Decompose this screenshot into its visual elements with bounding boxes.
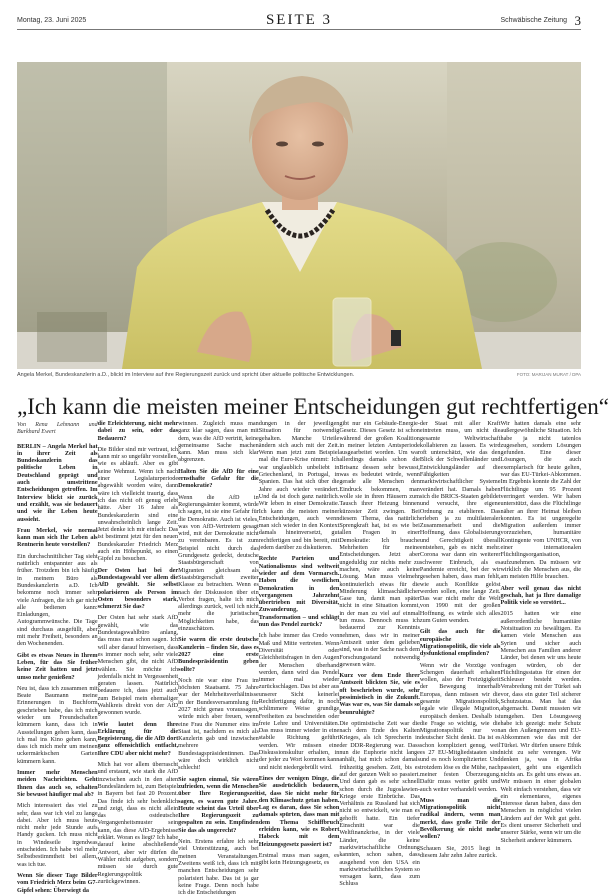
interview-answer: Wenn wir die Vorzüge von Schengen dauerhaft erhalten wollen, also der Freizügigkeit der Bewegung innerhalb Europas, dann müssen wir die gesamte Migrationspolitik, legale wie illegale Migration, europäisch denken. Deshalb ist die Frage so wichtig, wie die Migrationspolitik nur von deutscher Sicht denkt. Da ist es schon kompliziert genug, weil es 27 EU-Mitgliedstaaten sind und es noch komplizierter. Und trotzdem löse es die Mühe, nach meiner festen Überzeugung. Dafür muss weiter geübt und auch weiter verhandelt werden. (419, 661, 501, 793)
interview-answer: Nein. Erstens erfahre ich sehr viel Unterstützung, auch bei meinen Veranstaltungen. Zweitens weiß ich, dass ich mit manchen Entscheidungen sehr polarisiert habe. Das ist ja gar keine Frage. Denn noch habe ich die Entscheidungen (178, 838, 259, 896)
interview-answer: Ein durchschnittlicher Tag sieht natürlich entspannter aus als früher. Trotzdem bin ich häufig in meinem Büro als Bundeskanzlerin a.D. Ich bekomme noch immer sehr viele Anfragen, die ich gar nicht alle bedienen kann: Einladungen, Autogrammwünsche. Die Tage sind durchaus ausgefüllt, aber mit mehr Freiheit, besonders an den Wochenenden. (17, 552, 98, 648)
interview-question: Kurz vor dem Ende Ihrer Amtszeit blickten Sie, wie es oft beschrieben wurde, sehr pessimistisch in die Zukunft. Was war es, was Sie damals so beunruhigte? (339, 672, 420, 716)
article-column-3 (178, 420, 259, 896)
interview-answer: Die optimistische Zeit war die nach dem Ende des Kalten Krieges, als ich Sprecherin in der DDR-Regierung war. Dass nun die Euphorie nicht lange anhält, hat mich schon damals frühzeitig gesehen. Zeit, bis es auf der ganzen Welt so passiert. Und dann gab es sehr schnell schon durch die Jugoslawien-Kriege erste Einbrüche. Das Verhältnis zu Russland hat sich nicht so entwickelt, wie man es gehofft hatte. Ein tiefer Einschnitt war die Weltfinanzkrise, in der viele Länder, die keine marktwirtschaftliche Ordnung kannten, schon sahen, dass ausgehend von den USA ein marktwirtschaftliches System so versagen kann, dass zum Schluss (339, 719, 420, 888)
interview-question: Gibt es etwas Neues in Ihrem Leben, für das Sie früher keine Zeit hatten und jetzt umso mehr genießen? (17, 651, 98, 681)
interview-answer: Neu ist, dass ich zusammen mit Beate Baumann meine Erinnerungen in Buchform geschrieben habe, das ich mich wieder um Freundschaften kümmern kann, dass ich in Ausstellungen gehen kann, dass ich mal ins Kino gehen kann, dass ich mich mehr um meinen uckermärkischen Garten kümmern kann. (17, 684, 98, 765)
article-headline: „Ich kann die meisten meiner Entscheidungen gut rechtfertigen“ (17, 394, 609, 419)
portrait-photo (17, 62, 581, 369)
interview-question: Wie lautet denn Ihre Erklärung für die Begeisterung, die die AfD dort ganz offensichtlich entfacht, Ihre CDU aber nicht mehr? (97, 720, 179, 757)
interview-question: Halten Sie die AfD für eine ernsthafte Gefahr für die Demokratie? (178, 467, 259, 490)
interview-question: Eines der wenigen Dinge, die Sie ausdrücklich bedauern, ist, dass Sie nicht mehr für den Klimaschutz getan haben. Lag es daran, dass Sie schon damals spürten, dass man mit dem Thema Schiffbruch erleiden kann, wie es Robert Habeck mit dem Heizungsgesetz passiert ist? (258, 774, 340, 848)
interview-question: Sie sagten einmal, Sie wären zufrieden, wenn die Menschen über Ihre Regierungszeit sagen, es waren gute Jahre. Heute scheint das Urteil über Ihre Regierungszeit zu gespalten zu sein. Empfinden Sie das als ungerecht? (178, 775, 259, 834)
masthead (17, 12, 581, 30)
interview-answer: winnen. Zugleich muss man ganz klar sagen, dass man mit dem, was die AfD vertritt, keine gemeinsame Sache machen kann. Man muss sich klar abgrenzen. (178, 420, 259, 464)
photo-caption: Angela Merkel, Bundeskanzlerin a.D., blickt im Interview auf ihre Regierungszeit zurück und spricht über aktuelle politische Entwicklungen. (17, 372, 355, 378)
interview-question: Rechte Parteien und Nationalismus sind weltweit wieder auf dem Vormarsch. Haben die westlichen Demokratien in den vergangenen Jahrzehnt übertrieben mit Diversität, Zuwanderung, Transformation – und schlägt nun das Pendel zurück? (258, 555, 340, 629)
article-column-1 (17, 420, 98, 894)
page-number: 3 (574, 13, 581, 28)
interview-question: Gilt das auch für die europäische Migrationspolitik, die viele als dysfunktional empfinden? (419, 628, 501, 658)
interview-answer: der Staat mit aller Kraft eintreten muss, um nicht die gesamte Weltwirtschaft kollabieren zu lassen. Es wird oft unterschätzt, wie das den Blick der Schwellenländer und Entwicklungsländer auf die Fähigkeiten marktwirtschaftlicher Systeme verändert hat. Damals haben sich die BRICS-Staaten gebildet und versucht, ihre eigene Ordnung zu etablieren. Das erleben ja zu multilateraler Zusammenarbeit und die Hoffnung, dass Globalisierung und Gerechtigkeit überall entstehen, gab es nicht mehr. Corona war dann ein weiterer schwerer Einbruch, als es Pandemie erreicht, bei der wir gesehen haben, dass man fehlt, wie auch Konflikte gelöst werden sollen, eine lange Zeit. Das war nicht mehr die Welt von 1990 mit der großen Hoffnung, es würde sich alles zum Guten wenden. (419, 420, 501, 625)
newspaper-name: Schwäbische Zeitung (500, 17, 567, 24)
article-column-5 (339, 420, 420, 888)
interview-answer: Erstmal muss man sagen, es gibt kein Heizungsgesetz, es (258, 851, 340, 867)
interview-question: die Erleichterung, nicht mehr dabei zu sein, oder das Bedauern? (97, 420, 179, 442)
interview-answer: 2015 hatten wir eine außerordentliche humanitäre Notsituation zu bewältigen. Es kamen viele Menschen aus Syrien und sicher auch Menschen aus Familien anderer Länder, bei denen wir uns heute fragen würden, ob der Flüchtlingsstatus für einen der Schleuser besteht werden. Verabredung mit der Türkei sah vor, dass ein guter Teil sicherer Schutzstatus. Man hat das abgemacht. Damit mussten wir umgehen. Den Lösungsweg habe ich gezeigt: mehr Schutz an den Außengrenzen und EU-Abkommen wie das mit der Türkei. Wir dürfen unsere Ethik nicht zu sehr verengen. Wir denken ja, was in Afrika passiert, geht uns eigentlich nichts an. Es geht uns etwas an. Wir müssen in einer globalen Welt einfach verstehen, dass wir ein elementares, eigenes Interesse daran haben, dass den Menschen in möglichst vielen Ländern auf der Welt gut geht. Es dient unserer Sicherheit und unserer Stärke, wenn wir um die Sicherheit anderer kümmern. (500, 610, 582, 844)
interview-question: Der Osten hat bei der Bundestagswahl vor allem die AfD gewählt. Sie selbst polarisieren als Person im Osten besonders stark, schmerzt Sie das? (97, 566, 179, 611)
interview-answer: Ich habe immer das Credo von Maß und Mitte vertreten. Wenn Diversität oder Gleichheitsfragen in den Augen der Menschen überhand werden, dann wird das Pendel immer mal wieder zurückschlagen. Das ist aber aus unserer Sicht keinerlei Rechtfertigung dafür, in noch schlimmere Weise grundige Freiheiten zu beschneiden oder freie Lehre und Universitäten. Das muss immer wieder in eine stabile Richtung geführt werden. Wir müssen eine Diskussionskultur erhalten, in der jeder zu Wort kommen kann und nicht niedergebrüllt wird. (258, 632, 340, 771)
interview-answer: Wenn die AfD in Regierungsämter kommt, würde ich sagen, ist sie eine Gefahr für die Demokratie. Auch ist vieles, was von AfD-Vertretern gesagt wird, mit der Demokratie nicht zu vereinbaren. Es ist zum Beispiel nicht durch das Grundgesetz gedeckt, deutsche Staatsbürgerschaft von Migranten gleichsam als Staatsbürgerschaft zweiter Klasse zu betrachten. Wenn es nach der Diskussion über ein Verbot fragen, halte ich mich allerdings zurück, weil ich nicht mehr die juristischen Möglichkeiten habe, das einzuschätzen. (178, 493, 259, 633)
article-column-7 (500, 420, 581, 865)
article-lead: BERLIN – Angela Merkel hat in ihrer Zeit als Bundeskanzlerin das politische Leben in Deutschland geprägt und auch umstrittene Entscheidungen getroffen. Im Interview blickt sie zurück und erzählt, was sie bedauert und wie ihr Leben heute aussieht. (17, 442, 98, 523)
issue-date: Montag, 23. Juni 2025 (17, 17, 87, 24)
interview-question: Wenn Sie dieser Tage Bilder vom Friedrich Merz beim G7-Gipfel sehen: Überwiegt da (17, 871, 98, 894)
interview-answer: gibt nur ein Gebäude-Energie-Gesetz. Dieses Gesetz ist schon während der großen Koalition in meiner letzten Amtsperiode ausgearbeitet worden. Um war allerdings damals schon die Brisanz dessen sehr bewusst, was es bedeutet würde, wenn gerade alle Menschen den Eindruck bekommen, man wolle sie in ihren Häusern zum Tausch ihrer Heizung binnen kürzester Zeit zwingen. Bei diesem Thema, das natürlich Sprengkraft hat, ist es wie bei allen Fragen in einer Demokratie: Ich brauche Mehrheiten für meine Entscheidungen. Jetzt aber ungeduldig zur nichts mehr zu machen, wäre auch keine Lösung. Man muss vielmehr kontinuierlich etwas für die Minderung klimaschädlicher Gase tun, damit man später nicht in eine Situation kommt, in der man zu viel auf einmal tun muss. Dennoch muss ich bedauernd zur Kenntnis nehmen, dass wir in meiner Amtszeit unter dem gelieben sind, was in der Sache nach dem Forschungsstand notwendig gewesen wäre. (339, 420, 420, 668)
interview-answer: Der Osten hat sehr stark AfD gewählt, wie das Bundestagswahlbüro anlang, das muss man schon sagen. Ich will aber darauf hinweisen, dass es immer noch sehr, sehr viele Menschen gibt, die nicht AfD wählen. Sie möchte ich jedenfalls nicht in Vergessenheit geraten lassen. Natürlich bedauere ich, dass jetzt auch zum Beispiel mein ehemaliger Wahlkreis direkt von der AfD gewonnen wurde. (97, 614, 179, 717)
interview-answer: Schauen Sie, 2015 liegt in diesem Jahr zehn Jahre zurück. (419, 844, 501, 859)
interview-question: Frau Merkel, wie normal kann man sich Ihr Leben als Rentnerin heute vorstellen? (17, 526, 98, 549)
interview-question: Muss man die Migrationspolitik nicht radikal ändern, wenn man merkt, dass große Teile der Bevölkerung sie nicht mehr wollen? (419, 796, 501, 841)
interview-answer: Die Bilder sind mir vertraut, ich kann mir so ungefähr vorstellen, wie es abläuft. Aber es gibt keine Wehmut. Wenn ich nach einer Legislaturperiode abgewählt worden wäre, dann wäre ich vielleicht traurig, dass ich das nicht oft genug erlebt hätte. Aber 16 Jahre als Bundeskanzlerin sind eine unwahrscheinlich lange Zeit. Jetzt denke ich mir einfach: Das ist bestimmt jetzt für den neuen Bundeskanzler Friedrich Merz auch ein Höhepunkt, so einen Gipfel zu besuchen. (97, 445, 179, 563)
article-body (17, 420, 582, 896)
interview-question: Aber weil genau das nicht geschah, hat ja Ihre damalige Politik viele so verstört... (500, 584, 582, 607)
article-column-2 (97, 420, 179, 885)
byline: Von Rena Lehmann und Burkhard Ewert (17, 422, 98, 436)
interview-question: Immer mehr Menschen meiden Nachrichten. Geht Ihnen das auch so, schalten Sie bewusst häufiger mal ab? (17, 769, 98, 798)
interview-answer: Mich interessiert das viel zu sehr, dass war ich viel zu lange dabei. Aber ich muss heute nicht mehr jede Stunde aufs Handy gucken. Ich muss nicht in Windeseile irgendwas entscheiden. Ich habe viel mehr Selbstbestimmtheit bei allem, was ich tue. (17, 802, 98, 868)
interview-answer: Noch nie war eine Frau im höchsten Staatsamt. 75 Jahre war der Mehrheitsverhältnisse in der Bundesversammlung für 2027 nicht genau voraussagen, würde mich aber freuen, wenn eine Frau die Nummer eins im Staat ist, nachdem es mich als Kanzlerin gab und inzwischen mehrere Bundestagspräsidentinnen. Das wäre doch wirklich nicht schlecht! (178, 676, 259, 772)
section-title: SEITE 3 (265, 12, 333, 28)
interview-answer: dungen in der jeweiligen Situation für notwendig gehalten. Manche Urteile ändern sich auch mit der Zeit. Wenn man jetzt zum Beispiel mal die Euro-Krise nimmt: Ich war unglaublich unbeliebt in Griechenland, in Portugal, in Spanien. Das hat sich über die Jahre auch wieder verändert. Und da ist doch ganz natürlich. Wir leben in einer Demokratie. Ich kann die meisten meiner Entscheidungen, auch wenn man sich wieder in den Kontext damals hineinversetzt, gut rechtfertigen und bin bereit, mit jedem darüber zu diskutieren. (258, 420, 340, 552)
interview-answer: Mich hat vor allem überrascht und erstaunt, wie stark die AfD inzwischen auch in den alten Bundesländern ist, zum Beispiel in Bayern bei fast 20 Prozent. Das finde ich sehr bedenklich und zeigt, dass es nicht allein das ostdeutsche Vergangenheitsmuster sein kann, das diese AfD-Ergebnisse erklärt. Woran es liegt? Ich habe darauf keine abschließende Antwort, aber wir dürfen die Wähler nicht aufgeben, sondern müssen sie durch gute Regierungspolitik zurückgewinnen. (97, 761, 179, 885)
interview-answer: Wir hatten damals eine sehr außergewöhnliche Situation. Ich habe ja nicht tatenlos zugesehen, sondern Lösungen gefunden. Eine dieser Lösungen, die auch exemplarisch für heute gelten, war das EU-Türkei-Abkommen. Im Ergebnis konnte die Zahl der Flüchtlinge um 95 Prozent verringert werden. Wir haben unterstützt, dass die Flüchtlinge näher an ihrer Heimat bleiben konnten. Es ist ungeregelte Migration außerdem immer vorzuziehen, humanitäre Kontingente vom UNHCR, von einer internationalen Flüchtlingsorganisation, aufzunehmen. Da müssen wir wirklich die Menschen aus, die am meisten Hilfe brauchen. (500, 420, 582, 581)
article-column-4 (259, 420, 340, 865)
interview-question: Sie waren die erste deutsche Kanzlerin – finden Sie, dass es 2027 eine erste Bundespräsidentin geben sollte? (178, 636, 259, 673)
photo-credit: FOTO: MARIJAN MURAT / DPA (516, 372, 581, 377)
article-column-6 (420, 420, 501, 865)
